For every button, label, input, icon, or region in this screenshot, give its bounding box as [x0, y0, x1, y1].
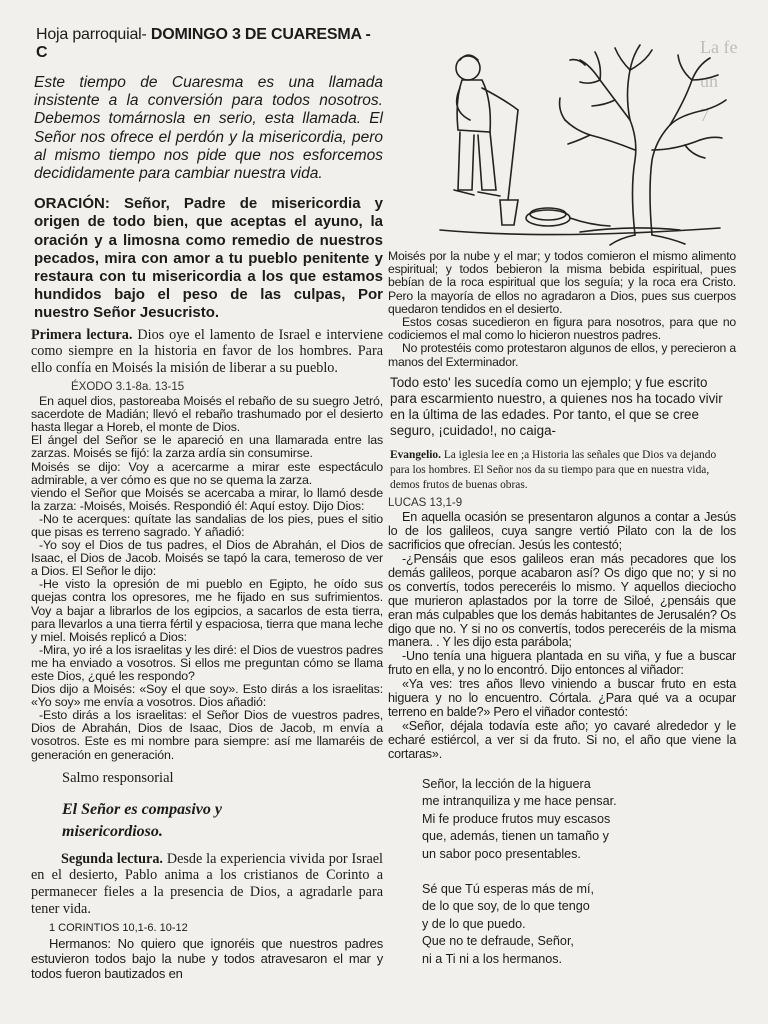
salmo-refrain-line: El Señor es compasivo y — [62, 800, 222, 818]
exodo-reference: ÉXODO 3.1-8a. 13-15 — [71, 381, 185, 394]
prayer-line — [422, 863, 736, 881]
reading-paragraph: -No te acerques: quítate las sandalias de los pies, pues el sitio que pisas es terreno sagrado. Y añadió: — [31, 511, 383, 539]
reading-paragraph: Moisés por la nube y el mar; y todos comieron el mismo alimento espiritual; y todos bebieron la misma bebida espiritual, pues bebían de la roca espiritual que los seguía; y la roca era Cristo. Pero la mayoría de ellos no agradaron a Dios, pues sus cuerpos quedaron tendidos en el desierto. — [388, 249, 736, 316]
reading-paragraph: -He visto la opresión de mi pueblo en Egipto, he oído sus quejas contra los opresores, me he fijado en sus sufrimientos. Voy a bajar a librarlos de los egipcios, a sacarlos de esta tierra, para llevarlos a una tierra fértil y espaciosa, tierra que mana leche y miel. Moisés replicó a Dios: — [31, 577, 383, 644]
prayer-line: que, además, tienen un tamaño y — [422, 829, 609, 844]
evangelio-summary — [390, 448, 736, 494]
salmo-label: Salmo responsorial — [62, 769, 174, 786]
prayer-line: y de lo que puedo. — [422, 916, 526, 931]
intro-paragraph: Este tiempo de Cuaresma es una llamada insistente a la conversión para todos nosotros. Debemos tomárnosla en serio, esta llamada. El Señor nos ofrece el perdón y la misericordia, pero al mismo tiempo nos pide que nos esforcemos decididamente para cambiar nuestra vida. — [34, 74, 383, 183]
prayer-line: Señor, la lección de la higuera — [422, 776, 591, 791]
prayer-line: Sé que Tú esperas más de mí, — [422, 881, 594, 896]
right-column — [388, 250, 736, 968]
lucas-reference: LUCAS 13,1-9 — [388, 497, 463, 510]
corintios-reference: 1 CORINTIOS 10,1-6. 10-12 — [49, 921, 188, 934]
corintios-closing: Todo esto' les sucedía como un ejemplo; y fue escrito para escarmiento nuestro, a quienes nos ha tocado vivir en la última de las edades. Por tanto, el que se cree seguro, ¡cuidado!, no caiga- — [390, 374, 723, 439]
prayer-line: me intranquiliza y me hace pensar. — [422, 794, 617, 809]
reading-paragraph: «Ya ves: tres años llevo viniendo a buscar fruto en esta higuera y no lo encuentro. Córtala. ¿Para qué va a ocupar terreno en balde?» Pero el viñador contestó: — [388, 677, 736, 719]
reading-paragraph: El ángel del Señor se le apareció en una llamarada entre las zarzas. Moisés se fijó: la zarza ardía sin consumirse. — [31, 433, 383, 461]
reading-paragraph: -Uno tenía una higuera plantada en su viña, y fue a buscar fruto en ella, y no lo encontró. Dijo entonces al viñador: — [388, 649, 736, 678]
left-column — [31, 26, 383, 981]
corintios-continuation — [388, 250, 736, 369]
header-lead: Hoja parroquial- — [36, 26, 147, 43]
reading-paragraph: En aquel dios, pastoreaba Moisés el rebaño de su suegro Jetró, sacerdote de Madián; llevó el rebaño trashumado por el desierto hasta llegar a Horeb, el monte de Dios. — [31, 394, 383, 435]
reading-paragraph: viendo el Señor que Moisés se acercaba a mirar, lo llamó desde la zarza: -Moisés, Moisés. Respondió él: Aquí estoy. Dijo Dios: — [31, 485, 383, 513]
reading-paragraph: En aquella ocasión se presentaron algunos a contar a Jesús lo de los galileos, cuya sangre vertió Pilato con la de los sacrificios que ofrecían. Jesús les contestó; — [388, 510, 736, 553]
segunda-lectura-summary — [31, 851, 383, 918]
reading-paragraph: -¿Pensáis que esos galileos eran más pecadores que los demás galileos, porque acabaron así? Os digo que no; y si no os convertís, todos pereceréis lo mismo. Y aquellos dieciocho que murieron aplastados por la torre de Siloé, ¿pensáis que eran más culpables que los demás habitantes de Jerusalén? Os digo que no. Y si no os convertís, todos pereceréis de la misma manera. . Y les dijo esta parábola; — [388, 551, 736, 650]
reading-paragraph: Estos cosas sucedieron en figura para nosotros, para que no codiciemos el mal como lo hicieron nuestros padres. — [388, 315, 736, 343]
header-title: DOMINGO 3 DE CUARESMA - C — [36, 26, 371, 61]
gardener-fig-tree-illustration — [430, 40, 730, 250]
reading-paragraph: -Esto dirás a los israelitas: el Señor Dios de vuestros padres, Dios de Abrahán, Dios de Isaac, Dios de Jacob, m envía a vosotros. Este es mi nombre para siempre: así me llamaréis de generación en generación. — [31, 708, 383, 762]
corintios-opening: Hermanos: No quiero que ignoréis que nuestros padres estuvieron todos bajo la nube y todos atravesaron el mar y todos fueron bautizados en — [31, 935, 383, 981]
primera-lectura-title: Primera lectura. — [31, 326, 133, 343]
exodo-reading — [31, 395, 383, 762]
segunda-lectura-title: Segunda lectura. — [61, 850, 163, 867]
reading-paragraph: -Mira, yo iré a los israelitas y les diré: el Dios de vuestros padres me ha enviado a vosotros. Si ellos me preguntan cómo se llama este Dios, ¿qué les respondo? — [31, 642, 383, 683]
evangelio-title: Evangelio. — [390, 448, 441, 461]
closing-prayer — [422, 776, 736, 969]
prayer-line: ni a Ti ni a los hermanos. — [422, 951, 563, 966]
reading-paragraph: No protestéis como protestaron algunos de ellos, y perecieron a manos del Exterminador. — [388, 341, 736, 369]
primera-lectura-text: Dios oye el lamento de Israel e interviene como siempre en la historia en favor de los hombres. Para ello confía en Moisés la misión de liberar a su pueblo. — [31, 326, 384, 377]
salmo-refrain — [62, 799, 383, 843]
reading-paragraph: «Señor, déjala todavía este año; yo cavaré alrededor y le echaré estiércol, a ver si da fruto. Si no, el año que viene la cortaras». — [388, 718, 736, 761]
prayer-line: Que no te defraude, Señor, — [422, 934, 574, 949]
reading-paragraph: Moisés se dijo: Voy a acercarme a mirar este espectáculo admirable, a ver cómo es que no se quema la zarza. — [31, 459, 383, 487]
lucas-reading — [388, 511, 736, 761]
oracion-paragraph: ORACIÓN: Señor, Padre de misericordia y origen de todo bien, que aceptas el ayuno, la oración y a limosna como remedio de nuestros pecados, mira con amor a tu pueblo penitente y restaura con tu misericordia a los que estamos hundidos bajo el peso de las culpas, Por nuestro Señor Jesucristo. — [34, 195, 383, 322]
prayer-line: de lo que soy, de lo que tengo — [422, 899, 590, 914]
evangelio-text: La iglesia lee en ;a Historia las señales que Dios va dejando para los hombres. El Señor nos da su tiempo para que en nuestra vida, demos frutos de buenas obras. — [390, 448, 717, 492]
prayer-line: Mi fe produce frutos muy escasos — [422, 811, 611, 826]
salmo-refrain-line: misericordioso. — [62, 822, 163, 840]
sheet-header — [36, 26, 383, 62]
primera-lectura-summary — [31, 327, 383, 377]
prayer-line: un sabor poco presentables. — [422, 846, 581, 861]
reading-paragraph: Dios dijo a Moisés: «Soy el que soy». Esto dirás a los israelitas: «Yo soy» me envía a vosotros. Dios añadió: — [31, 682, 383, 710]
reading-paragraph: -Yo soy el Dios de tus padres, el Dios de Abrahán, el Dios de Isaac, el Dios de Jacob. Moisés se tapó la cara, temeroso de ver a Dios. El Señor le dijo: — [31, 538, 383, 579]
bleed-through-text: La fe un 7 — [700, 37, 738, 125]
segunda-lectura-text: Desde la experiencia vivida por Israel en el desierto, Pablo anima a los cristianos de Corinto a permanecer fieles a la presencia de Dios, a agradarle para tener vida. — [31, 850, 383, 918]
